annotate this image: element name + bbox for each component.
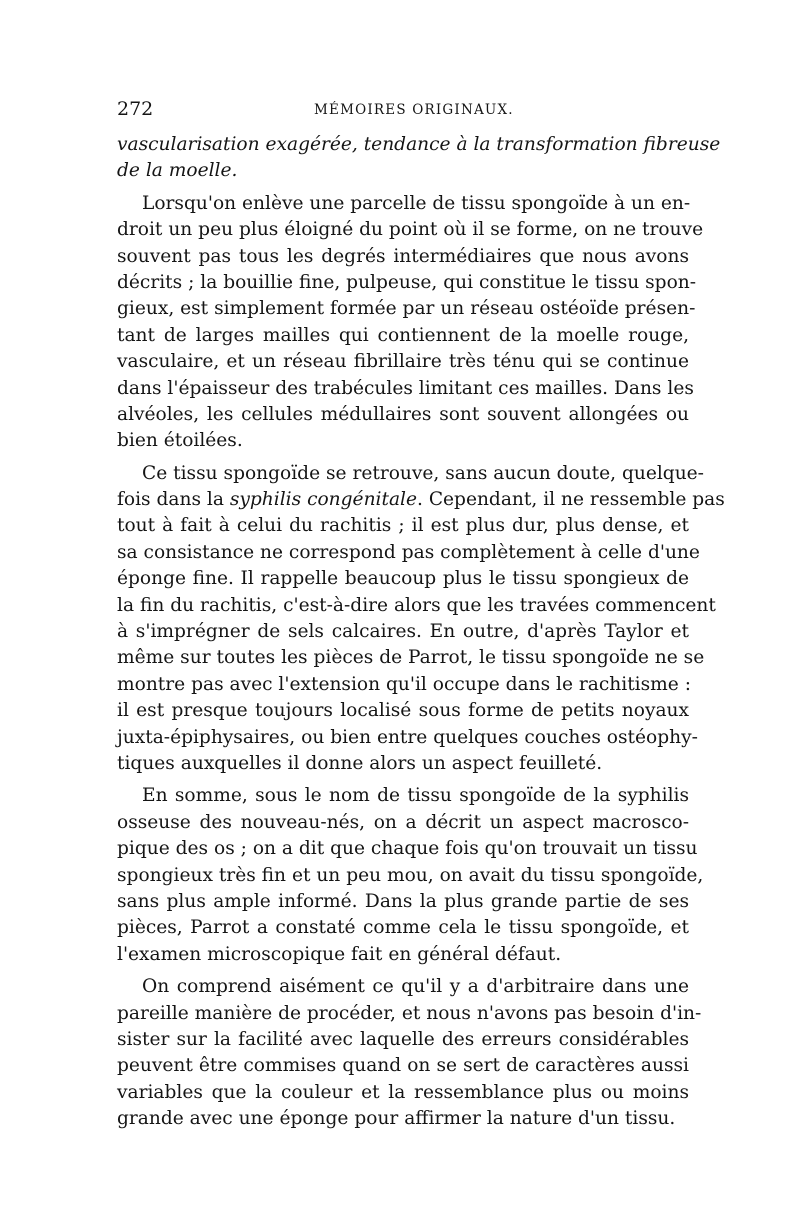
text-line: grande avec une éponge pour affirmer la nature d'un tissu. [117,1108,676,1130]
paragraph-4 [117,783,704,968]
paragraph-2 [117,191,704,455]
text-line: même sur toutes les pièces de Parrot, le tissu spongoïde ne se [117,647,705,669]
text-line: peuvent être commises quand on se sert de caractères aussi [117,1055,689,1077]
text-line: sa consistance ne correspond pas complètement à celle d'une [117,541,700,563]
italic-phrase: de la moelle. [117,160,238,182]
text-line: la fin du rachitis, c'est-à-dire alors que les travées commencent [117,594,716,616]
text-line [117,487,725,513]
text-line: sans plus ample informé. Dans la plus grande partie de ses [117,890,689,912]
text-line: variables que la couleur et la ressemblance plus ou moins [117,1081,689,1103]
text-line: tant de larges mailles qui contiennent de la moelle rouge, [117,324,689,346]
text-line: sister sur la facilité avec laquelle des erreurs considérables [117,1028,689,1050]
paragraph-5 [117,974,702,1132]
text-line: tout à fait à celui du rachitis ; il est plus dur, plus dense, et [117,515,689,537]
text-line: montre pas avec l'extension qu'il occupe dans le rachitisme : [117,673,691,695]
text-line: dans l'épaisseur des trabécules limitant ces mailles. Dans les [117,377,694,399]
italic-phrase: vascularisation exagérée, tendance à la transformation fibreuse [117,134,721,155]
text-line: pareille manière de procéder, et nous n'avons pas besoin d'in- [117,1002,702,1024]
paragraph-1 [117,132,721,185]
text-line: pique des os ; on a dit que chaque fois qu'on trouvait un tissu [117,838,698,860]
text-line: Ce tissu spongoïde se retrouve, sans aucun doute, quelque- [142,462,704,484]
text-line: tiques auxquelles il donne alors un aspect feuilleté. [117,752,603,774]
text-line: pièces, Parrot a constaté comme cela le tissu spongoïde, et [117,917,689,939]
text-line [117,132,721,158]
text-line: droit un peu plus éloigné du point où il se forme, on ne trouve [117,219,704,241]
page-header [117,92,689,132]
text-line: spongieux très fin et un peu mou, on avait du tissu spongoïde, [117,864,704,886]
text-line: l'examen microscopique fait en général défaut. [117,943,562,965]
text-line: éponge fine. Il rappelle beaucoup plus le tissu spongieux de [117,568,689,590]
page-number: 272 [117,98,154,120]
text-segment: . Cependant, il ne ressemble pas [417,489,725,511]
text-line: gieux, est simplement formée par un réseau ostéoïde présen- [117,298,696,320]
running-head: MÉMOIRES ORIGINAUX. [314,102,514,118]
text-line: souvent pas tous les degrés intermédiaires que nous avons [117,245,689,267]
text-line: Lorsqu'on enlève une parcelle de tissu spongoïde à un en- [142,192,691,214]
text-line: juxta-épiphysaires, ou bien entre quelques couches ostéophy- [117,726,698,748]
text-line: décrits ; la bouillie fine, pulpeuse, qui constitue le tissu spon- [117,271,697,293]
text-line: vasculaire, et un réseau fibrillaire très ténu qui se continue [117,351,689,373]
text-line: osseuse des nouveau-nés, on a décrit un aspect macrosco- [117,811,689,833]
text-line: alvéoles, les cellules médullaires sont souvent allongées ou [117,403,689,425]
paragraph-3 [117,461,725,778]
text-line: il est presque toujours localisé sous forme de petits noyaux [117,700,689,722]
text-line [117,158,689,184]
italic-phrase: syphilis congénitale [229,489,417,511]
text-line: bien étoilées. [117,430,243,452]
text-line: à s'imprégner de sels calcaires. En outre, d'après Taylor et [117,621,689,643]
book-page [117,92,725,1132]
text-line: On comprend aisément ce qu'il y a d'arbitraire dans une [142,976,689,998]
text-line: En somme, sous le nom de tissu spongoïde de la syphilis [142,785,689,807]
text-segment: fois dans la [117,489,224,511]
